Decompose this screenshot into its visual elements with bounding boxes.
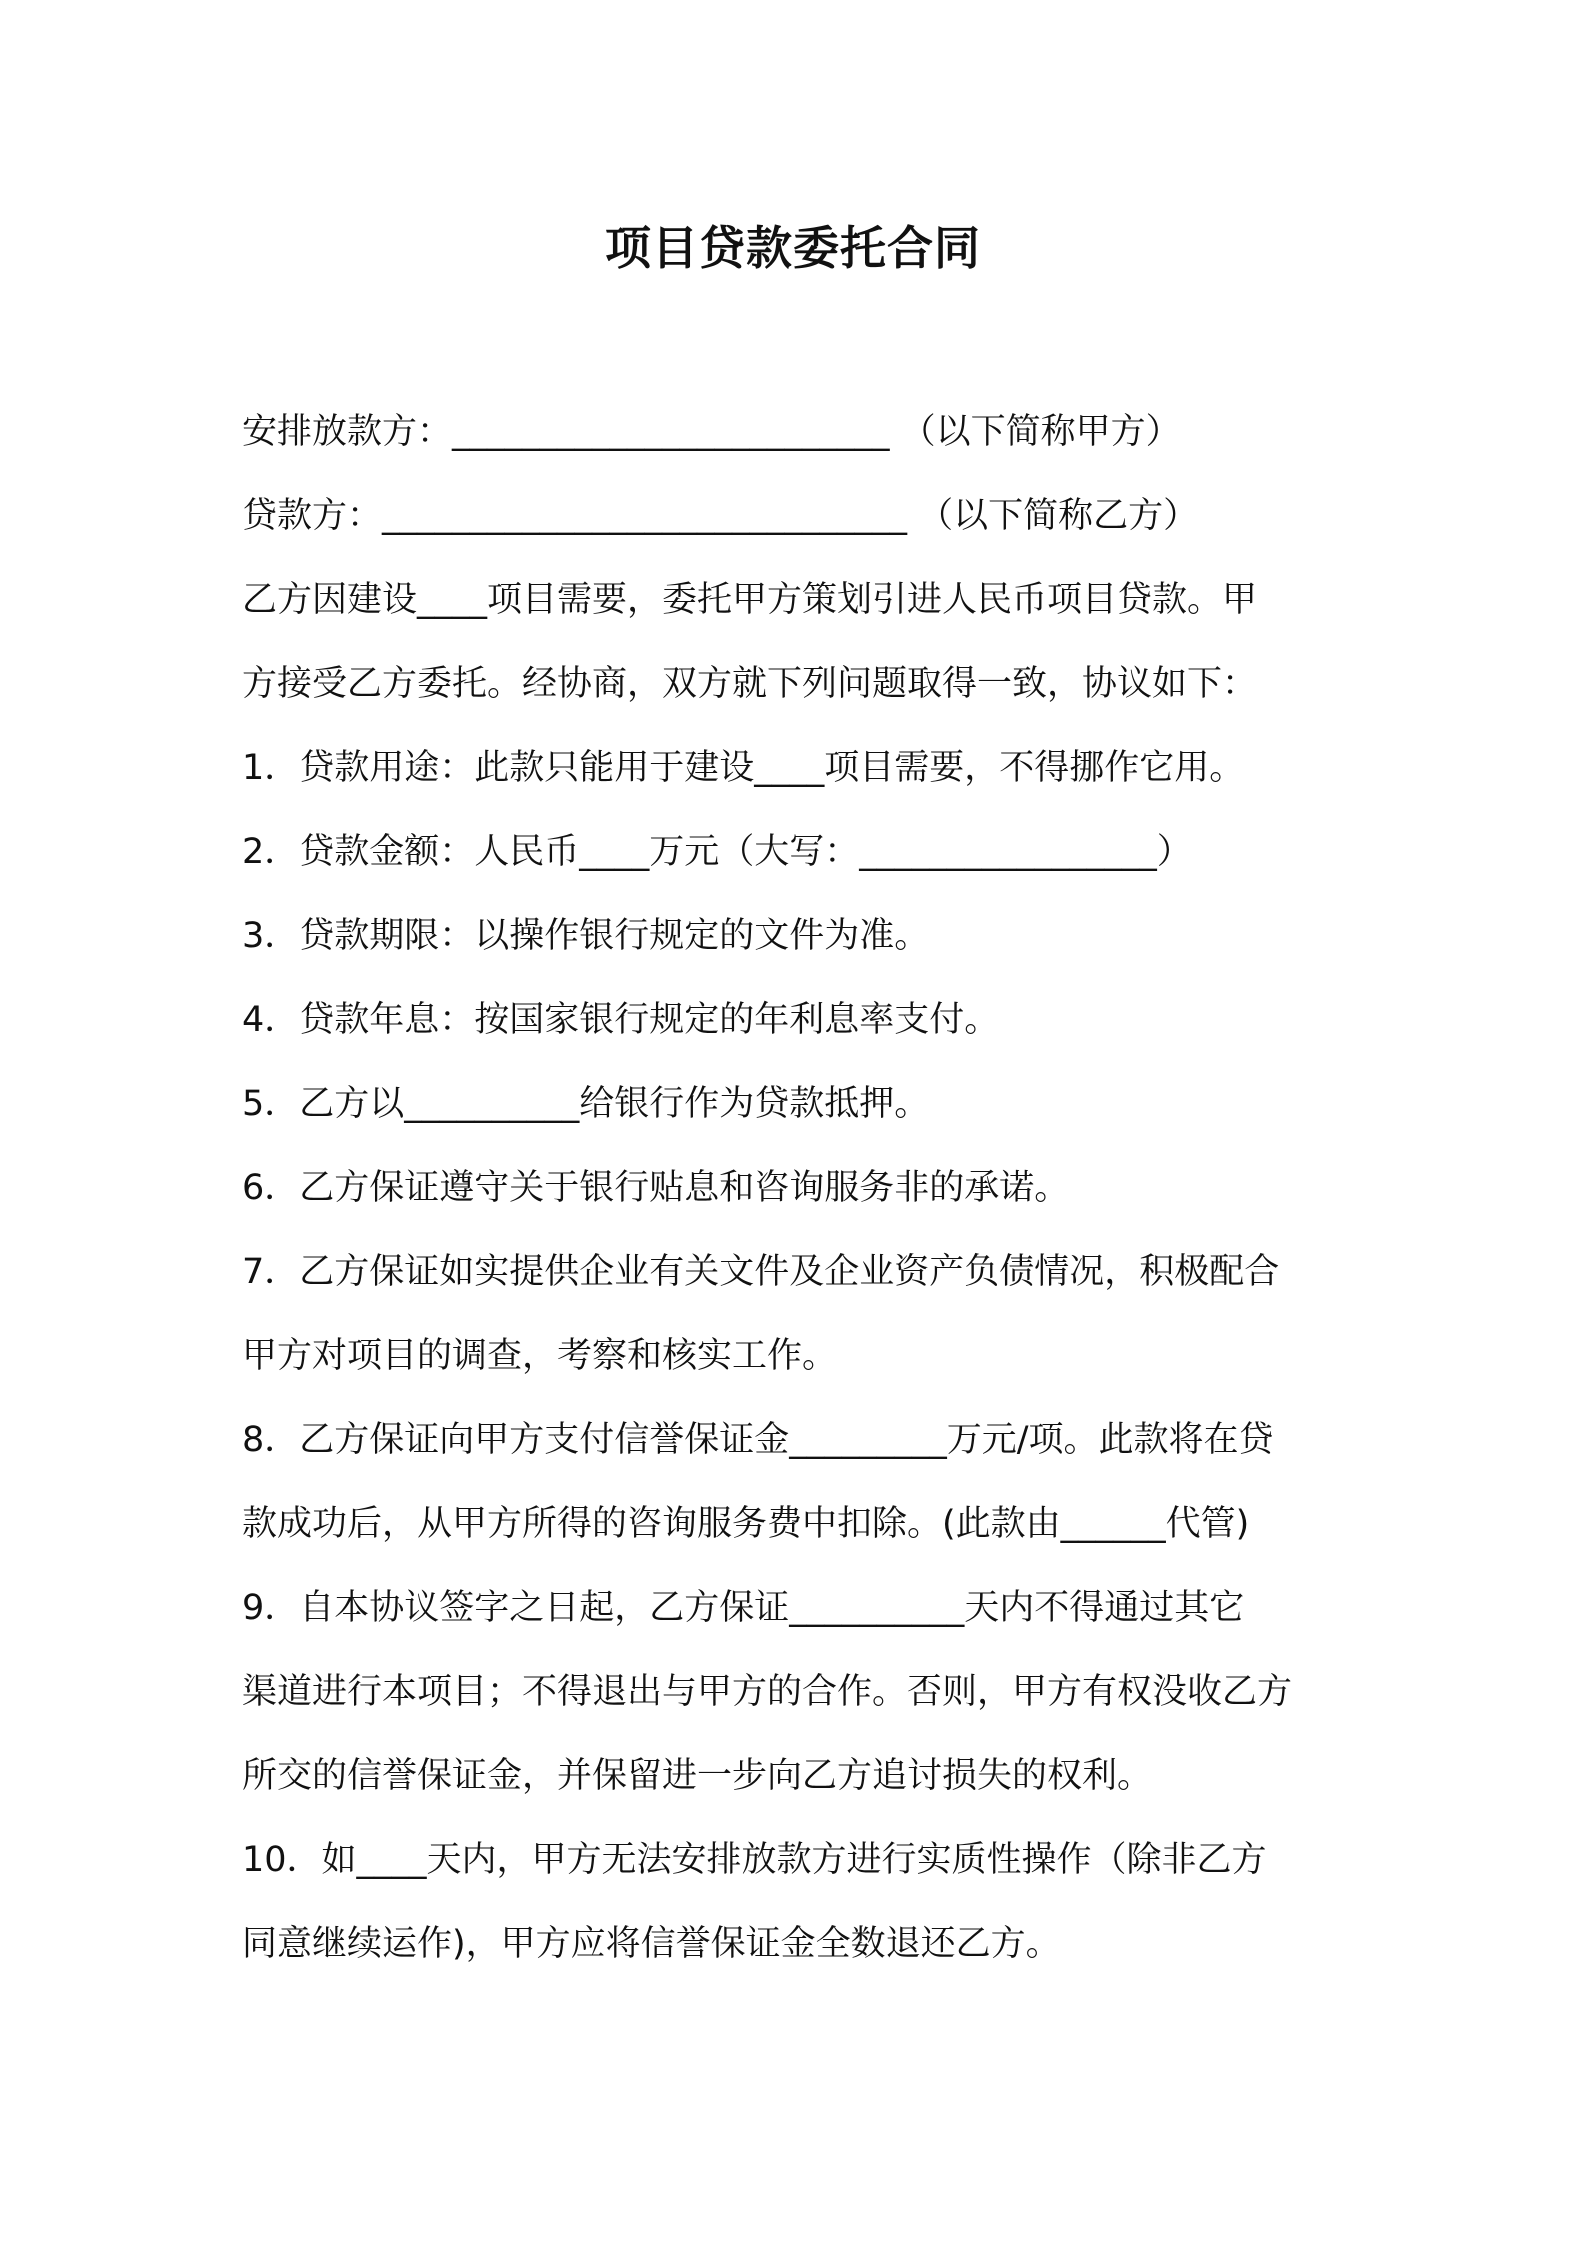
clause-6: 6．乙方保证遵守关于银行贴息和咨询服务非的承诺。 (242, 1168, 1070, 1208)
clause-9-line-2: 渠道进行本项目；不得退出与甲方的合作。否则，甲方有权没收乙方 (242, 1672, 1293, 1712)
party-a-line: 安排放款方：_________________________ （以下简称甲方） (242, 412, 1181, 452)
clause-9-line-3: 所交的信誉保证金，并保留进一步向乙方追讨损失的权利。 (242, 1756, 1153, 1796)
preamble-line-2: 方接受乙方委托。经协商，双方就下列问题取得一致，协议如下： (242, 664, 1258, 704)
clause-5: 5．乙方以__________给银行作为贷款抵押。 (242, 1084, 930, 1124)
preamble-line-1: 乙方因建设____项目需要，委托甲方策划引进人民币项目贷款。甲 (242, 580, 1258, 620)
clause-9-line-1: 9．自本协议签字之日起，乙方保证__________天内不得通过其它 (242, 1588, 1245, 1628)
clause-8-line-1: 8．乙方保证向甲方支付信誉保证金_________万元/项。此款将在贷 (242, 1420, 1274, 1460)
clause-3: 3．贷款期限：以操作银行规定的文件为准。 (242, 916, 930, 956)
party-b-line: 贷款方：______________________________ （以下简称乙方） (242, 496, 1199, 536)
clause-2: 2．贷款金额：人民币____万元（大写：_________________） (242, 832, 1192, 872)
clause-7-line-1: 7．乙方保证如实提供企业有关文件及企业资产负债情况，积极配合 (242, 1252, 1280, 1292)
document-title: 项目贷款委托合同 (605, 221, 981, 275)
clause-4: 4．贷款年息：按国家银行规定的年利息率支付。 (242, 1000, 1000, 1040)
clause-10-line-2: 同意继续运作)，甲方应将信誉保证金全数退还乙方。 (242, 1924, 1061, 1964)
clause-7-line-2: 甲方对项目的调查，考察和核实工作。 (242, 1336, 838, 1376)
clause-1: 1．贷款用途：此款只能用于建设____项目需要，不得挪作它用。 (242, 748, 1245, 788)
clause-8-line-2: 款成功后，从甲方所得的咨询服务费中扣除。(此款由______代管) (242, 1504, 1250, 1544)
clause-10-line-1: 10．如____天内，甲方无法安排放款方进行实质性操作（除非乙方 (242, 1840, 1267, 1880)
